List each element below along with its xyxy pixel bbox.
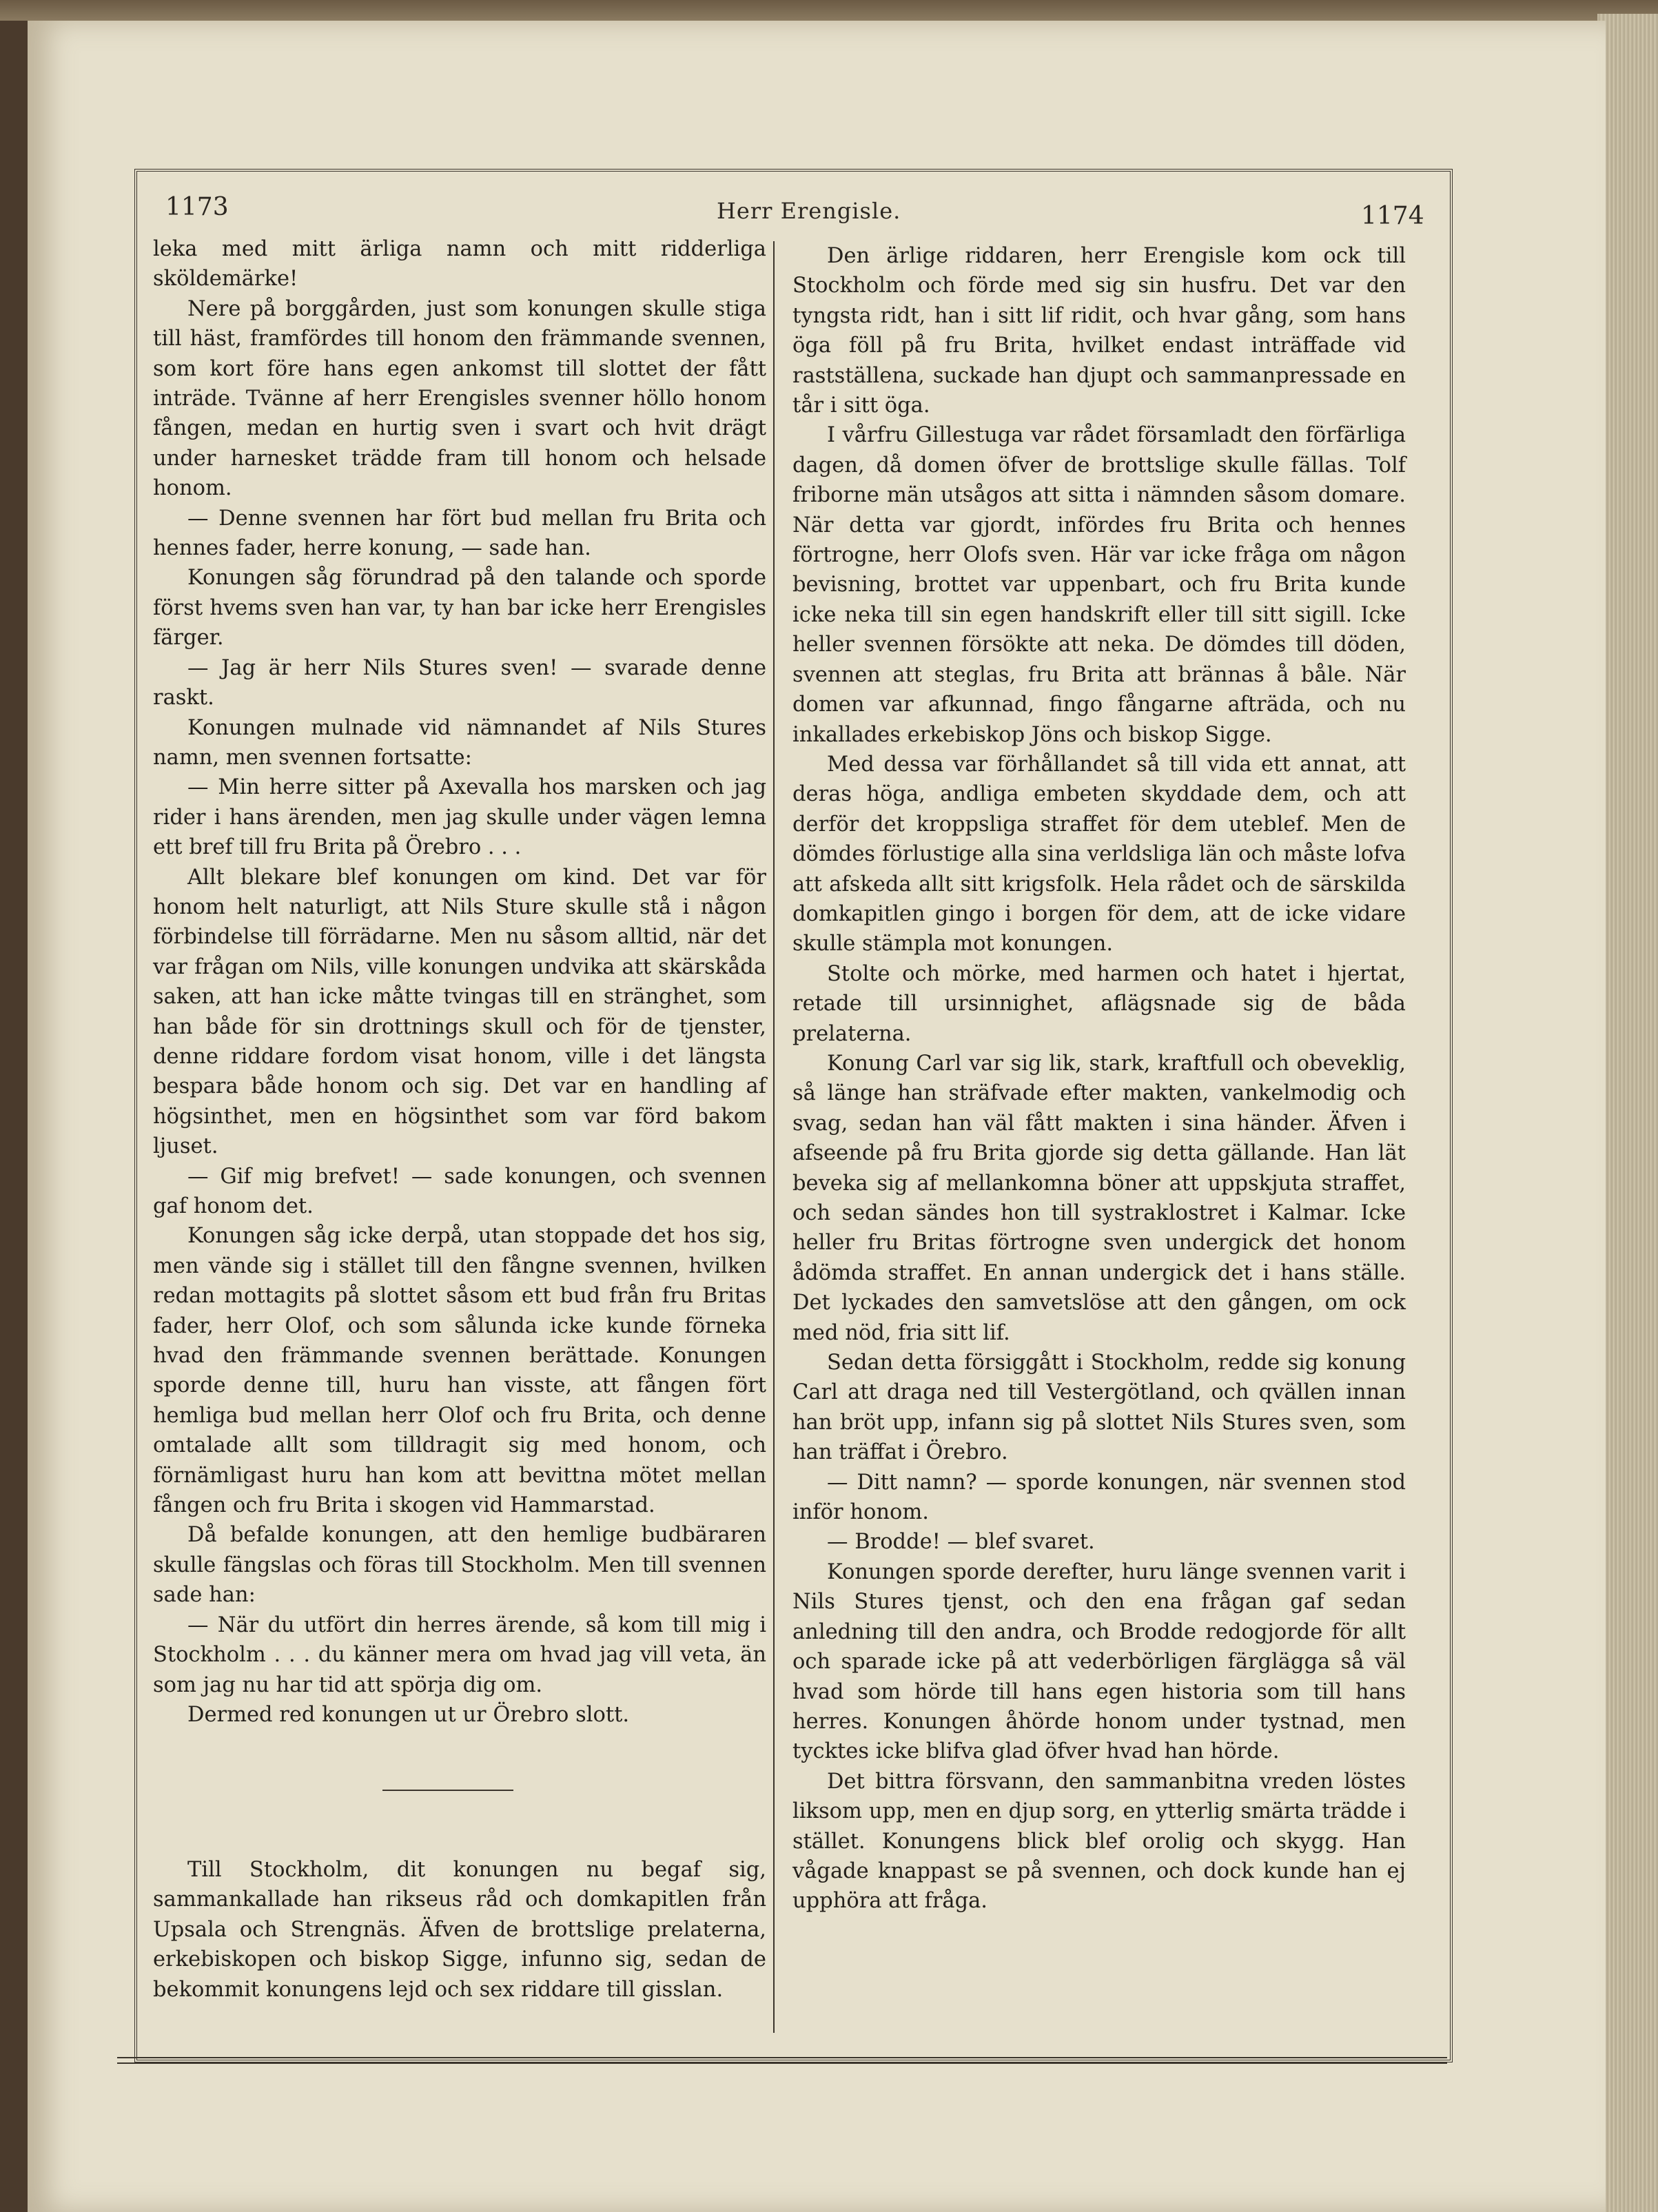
section-divider: [382, 1790, 513, 1791]
paragraph: I vårfru Gillestuga var rådet församladt den förfärliga dagen, då domen öfver de brottslige skulle fällas. Tolf friborne män utsågos att sitta i nämnden såsom domare. När detta var gjordt, infördes fru Brita och hennes förtrogne, herr Olofs sven. Här var icke fråga om någon bevisning, brottet var uppenbart, och fru Brita kunde icke neka till sin egen handskrift eller till sitt sigill. Icke heller svennen försökte att neka. De dömdes till döden, svennen att steglas, fru Brita att brännas å båle. När domen var afkunnad, fingo fångarne afträda, och nu inkallades erkebiskop Jöns och biskop Sigge.: [792, 423, 1406, 747]
page-number-left: 1173: [165, 193, 229, 221]
paragraph: — Jag är herr Nils Stures sven! — svarade denne raskt.: [153, 655, 766, 710]
left-column: [153, 234, 766, 1730]
paragraph: — Brodde! — blef svaret.: [827, 1530, 1095, 1555]
paragraph: Till Stockholm, dit konungen nu begaf sig, sammankallade han rikseus råd och domkapitlen från Upsala och Strengnäs. Äfven de brottslige prelaterna, erkebiskopen och biskop Sigge, infunno sig, sedan de bekommit konungens lejd och sex riddare till gisslan.: [153, 1858, 766, 2002]
book-binding-edge: [0, 0, 1658, 21]
paragraph: Nere på borggården, just som konungen skulle stiga till häst, framfördes till honom den främmande svennen, som kort före hans egen ankomst till slottet der fått inträde. Tvänne af herr Erengisles svenner höllo honom fången, medan en hurtig sven i svart och hvit drägt under harnesket trädde fram till honom och helsade honom.: [153, 296, 766, 501]
paragraph: Konungen sporde derefter, huru länge svennen varit i Nils Stures tjenst, och den ena frågan gaf sedan anledning till den andra, och Brodde redogjorde för allt och sparade icke på att vederbörligen färglägga så väl hvad som hörde till hans egen historia som till hans herres. Konungen åhörde honom under tystnad, men tycktes icke blifva glad öfver hvad han hörde.: [792, 1559, 1406, 1764]
paragraph: — När du utfört din herres ärende, så kom till mig i Stockholm . . . du känner mera om hvad jag vill veta, än som jag nu har tid att spörja dig om.: [153, 1612, 766, 1697]
paragraph: Konung Carl var sig lik, stark, kraftfull och obeveklig, så länge han sträfvade efter makten, vankelmodig och svag, sedan han väl fått makten i sina händer. Äfven i afseende på fru Brita gjorde sig detta gällande. Han lät beveka sig af mellankomna böner att uppskjuta straffet, och sedan sändes hon till systraklostret i Kalmar. Icke heller fru Britas förtrogne sven undergick det honom ådömda straffet. En annan undergick det i hans ställe. Det lyckades den samvetslöse att den gången, om ock med nöd, fria sitt lif.: [792, 1051, 1406, 1345]
running-head: Herr Erengisle.: [717, 198, 901, 224]
paragraph: Den ärlige riddaren, herr Erengisle kom ock till Stockholm och förde med sig sin husfru. Det var den tyngsta ridt, han i sitt lif ridit, och hvar gång, som hans öga föll på fru Brita, hvilket endast inträffade vid rastställena, suckade han djupt och sammanpressade en tår i sitt öga.: [792, 244, 1406, 418]
bottom-rule: [117, 2057, 1447, 2064]
paragraph: Dermed red konungen ut ur Örebro slott.: [187, 1702, 630, 1727]
paragraph: Då befalde konungen, att den hemlige budbäraren skulle fängslas och föras till Stockholm. Men till svennen sade han:: [153, 1523, 766, 1608]
paragraph: Konungen såg icke derpå, utan stoppade det hos sig, men vände sig i stället till den fångne svennen, hvilken redan mottagits på slottet såsom ett bud från fru Britas fader, herr Olof, och som sålunda icke kunde förneka hvad den främmande svennen berättade. Konungen sporde denne till, huru han visste, att fången fört hemliga bud mellan herr Olof och fru Brita, och denne omtalade allt som tilldragit sig med honom, och förnämligast huru han kom att bevittna mötet mellan fången och fru Brita i skogen vid Hammarstad.: [153, 1224, 766, 1518]
paragraph: Allt blekare blef konungen om kind. Det var för honom helt naturligt, att Nils Sture skulle stå i någon förbindelse till förrädarne. Men nu såsom alltid, när det var frågan om Nils, ville konungen undvika att skärskåda saken, att han icke måtte tvingas till en stränghet, som han både för sin drottnings skull och för de tjenster, denne riddare fordom visat honom, ville i det längsta bespara både honom och sig. Det var en handling af högsinthet, men en högsinthet som var förd bakom ljuset.: [153, 865, 766, 1159]
paragraph: — Ditt namn? — sporde konungen, när svennen stod inför honom.: [792, 1470, 1406, 1525]
paragraph: leka med mitt ärliga namn och mitt ridderliga sköldemärke!: [153, 237, 766, 291]
column-divider: [773, 241, 775, 2033]
paragraph: — Denne svennen har fört bud mellan fru Brita och hennes fader, herre konung, — sade han.: [153, 506, 766, 561]
paragraph: Det bittra försvann, den sammanbitna vreden löstes liksom upp, men en djup sorg, en ytterlig smärta trädde i stället. Konungens blick blef orolig och skygg. Han vågade knappast se på svennen, och dock kunde han ej upphöra att fråga.: [792, 1769, 1406, 1914]
paragraph: — Min herre sitter på Axevalla hos marsken och jag rider i hans ärenden, men jag skulle under vägen lemna ett bref till fru Brita på Örebro . . .: [153, 775, 766, 860]
paragraph: Med dessa var förhållandet så till vida ett annat, att deras höga, andliga embeten skyddade dem, och att derför det kroppsliga straffet för dem uteblef. Men de dömdes förlustige alla sina verldsliga län och måste lofva att afskeda allt sitt krigsfolk. Hela rådet och de särskilda domkapitlen gingo i borgen för dem, att de icke vidare skulle stämpla mot konungen.: [792, 752, 1406, 956]
paragraph: Konungen såg förundrad på den talande och sporde först hvems sven han var, ty han bar icke herr Erengisles färger.: [153, 566, 766, 651]
paragraph: — Gif mig brefvet! — sade konungen, och svennen gaf honom det.: [153, 1164, 766, 1218]
right-column: [792, 241, 1406, 1916]
left-column-section: [153, 1855, 766, 2005]
paragraph: Stolte och mörke, med harmen och hatet i hjertat, retade till ursinnighet, aflägsnade sig de båda prelaterna.: [792, 961, 1406, 1046]
page-stack-edge: [1597, 14, 1658, 2212]
page-number-right: 1174: [1361, 202, 1424, 230]
paragraph: Sedan detta försiggått i Stockholm, redde sig konung Carl att draga ned till Vestergötland, och qvällen innan han bröt upp, infann sig på slottet Nils Stures sven, som han träffat i Örebro.: [792, 1351, 1406, 1465]
paragraph: Konungen mulnade vid nämnandet af Nils Stures namn, men svennen fortsatte:: [153, 715, 766, 770]
